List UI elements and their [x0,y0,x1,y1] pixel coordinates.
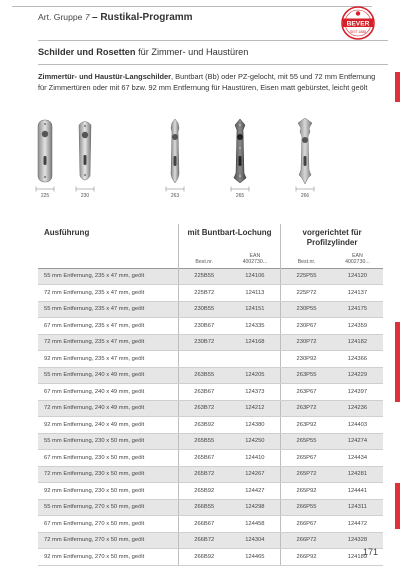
cell-ausfuehrung: 67 mm Entfernung, 230 x 50 mm, geölt [38,450,178,467]
table-body [38,268,383,565]
description-bold: Zimmertür- und Haustür-Langschilder [38,72,172,81]
cell-best-nr-buntbart: 265B67 [178,450,229,467]
cell-ean-buntbart: 124205 [230,367,281,384]
table-row [38,268,383,285]
logo-text: BEVER [346,20,370,28]
cell-ean-buntbart: 124151 [230,301,281,318]
product-description [38,71,383,94]
cell-ean-profilzylinder: 124328 [332,532,383,549]
column-group-buntbart: mit Buntbart-Lochung [178,224,280,250]
cell-ean-buntbart: 124465 [230,549,281,566]
cell-ean-profilzylinder: 124311 [332,499,383,516]
cell-best-nr-profilzylinder: 266P67 [281,516,332,533]
figure-230 [70,118,100,199]
cell-ean-buntbart: 124380 [230,417,281,434]
cell-best-nr-profilzylinder: 265P67 [281,450,332,467]
divider [38,40,388,41]
logo-subtext: SEIT 1888 [350,30,366,34]
cell-best-nr-buntbart: 263B67 [178,384,229,401]
table-row [38,499,383,516]
cell-ean-buntbart [230,351,281,368]
ean-prefix: 4002730... [345,258,370,265]
table-row [38,351,383,368]
cell-best-nr-profilzylinder: 263P55 [281,367,332,384]
cell-ean-profilzylinder: 124434 [332,450,383,467]
table-row [38,334,383,351]
cell-best-nr-buntbart: 263B72 [178,400,229,417]
cell-ean-buntbart: 124458 [230,516,281,533]
door-plate-image [74,118,96,184]
cell-ean-profilzylinder: 124137 [332,285,383,302]
cell-ean-buntbart: 124106 [230,268,281,285]
cell-ausfuehrung: 72 mm Entfernung, 230 x 50 mm, geölt [38,466,178,483]
cell-best-nr-buntbart: 265B92 [178,483,229,500]
cell-ausfuehrung: 72 mm Entfernung, 270 x 50 mm, geölt [38,532,178,549]
cell-ean-profilzylinder: 124189 [332,549,383,566]
cell-best-nr-profilzylinder: 230P72 [281,334,332,351]
cell-ean-profilzylinder: 124120 [332,268,383,285]
top-rule [12,6,372,7]
section-title-bold: Schilder und Rosetten [38,47,136,57]
cell-best-nr-buntbart: 266B72 [178,532,229,549]
page-number: 171 [363,547,379,557]
cell-best-nr-buntbart: 266B92 [178,549,229,566]
cell-ausfuehrung: 92 mm Entfernung, 240 x 49 mm, geölt [38,417,178,434]
cell-best-nr-buntbart: 266B67 [178,516,229,533]
figure-caption: 225 [40,193,50,199]
header-prefix: Art. Gruppe [38,12,83,22]
edge-marker [395,483,400,529]
description-text: , Buntbart (Bb) oder PZ-gelocht, mit 55 und 72 mm Entfernung für Zimmertüren oder mit 67 bzw. 92 mm Entfernung für Haustüren, Eisen matt gebürstet, leicht geölt [38,72,376,93]
section-title [38,47,248,57]
table-row [38,400,383,417]
table-row [38,532,383,549]
cell-ean-buntbart: 124168 [230,334,281,351]
edge-marker [395,322,400,402]
cell-ean-buntbart: 124373 [230,384,281,401]
subheader-ean [332,250,383,268]
cell-ean-buntbart: 124212 [230,400,281,417]
table-row [38,466,383,483]
cell-ausfuehrung: 67 mm Entfernung, 270 x 50 mm, geölt [38,516,178,533]
cell-best-nr-profilzylinder: 263P72 [281,400,332,417]
cell-ean-profilzylinder: 124472 [332,516,383,533]
cell-best-nr-profilzylinder: 266P72 [281,532,332,549]
table-header [38,224,383,250]
cell-best-nr-profilzylinder: 225P72 [281,285,332,302]
cell-ean-profilzylinder: 124359 [332,318,383,335]
edge-marker [395,72,400,102]
table-row [38,450,383,467]
cell-ausfuehrung: 55 mm Entfernung, 230 x 50 mm, geölt [38,433,178,450]
cell-ausfuehrung: 72 mm Entfernung, 240 x 49 mm, geölt [38,400,178,417]
cell-best-nr-buntbart: 263B55 [178,367,229,384]
subheader-best-nr: Best.nr. [178,250,229,268]
cell-best-nr-buntbart: 230B72 [178,334,229,351]
table-row [38,483,383,500]
column-group-profilzylinder: vorgerichtet für Profilzylinder [281,224,383,250]
cell-ean-buntbart: 124335 [230,318,281,335]
table-row [38,433,383,450]
cell-best-nr-profilzylinder: 230P67 [281,318,332,335]
cell-best-nr-profilzylinder: 225P55 [281,268,332,285]
cell-ausfuehrung: 55 mm Entfernung, 235 x 47 mm, geölt [38,268,178,285]
table-subheader [38,250,383,268]
figure-265 [225,118,255,199]
table-row [38,417,383,434]
cell-best-nr-profilzylinder: 263P67 [281,384,332,401]
column-header-ausfuehrung: Ausführung [44,228,90,237]
table-row [38,367,383,384]
cell-best-nr-profilzylinder: 265P92 [281,483,332,500]
cell-best-nr-buntbart: 230B55 [178,301,229,318]
cell-ean-buntbart: 124298 [230,499,281,516]
cell-ean-profilzylinder: 124281 [332,466,383,483]
cell-ean-buntbart: 124410 [230,450,281,467]
cell-ausfuehrung: 72 mm Entfernung, 235 x 47 mm, geölt [38,334,178,351]
cell-ausfuehrung: 92 mm Entfernung, 230 x 50 mm, geölt [38,483,178,500]
cell-ean-profilzylinder: 124175 [332,301,383,318]
cell-best-nr-buntbart [178,351,229,368]
ean-label: EAN [249,252,261,259]
cell-ausfuehrung: 67 mm Entfernung, 235 x 47 mm, geölt [38,318,178,335]
cell-ean-buntbart: 124250 [230,433,281,450]
product-table [38,224,383,566]
cell-ean-profilzylinder: 124441 [332,483,383,500]
ean-label: EAN [352,252,363,259]
page-header [38,12,193,23]
door-plate-image [164,118,186,184]
cell-ean-buntbart: 124267 [230,466,281,483]
table-row [38,318,383,335]
cell-best-nr-buntbart: 266B55 [178,499,229,516]
figure-225 [30,118,60,199]
door-plate-image [229,118,251,184]
product-figures [0,118,400,208]
table-row [38,301,383,318]
cell-ausfuehrung: 55 mm Entfernung, 235 x 47 mm, geölt [38,301,178,318]
figure-caption: 263 [170,193,180,199]
cell-best-nr-profilzylinder: 266P55 [281,499,332,516]
cell-ean-buntbart: 124427 [230,483,281,500]
figure-263 [160,118,190,199]
table-row [38,516,383,533]
cell-ean-profilzylinder: 124182 [332,334,383,351]
cell-ean-profilzylinder: 124366 [332,351,383,368]
cell-ausfuehrung: 92 mm Entfernung, 270 x 50 mm, geölt [38,549,178,566]
cell-best-nr-buntbart: 225B55 [178,268,229,285]
cell-best-nr-profilzylinder: 266P92 [281,549,332,566]
cell-ean-buntbart: 124113 [230,285,281,302]
figure-caption: 230 [80,193,90,199]
cell-best-nr-buntbart: 230B67 [178,318,229,335]
cell-best-nr-profilzylinder: 230P92 [281,351,332,368]
door-plate-image [34,118,56,184]
table-row [38,384,383,401]
cell-ean-buntbart: 124304 [230,532,281,549]
door-plate-image [294,118,316,184]
ean-prefix: 4002730... [242,258,268,265]
cell-best-nr-profilzylinder: 265P55 [281,433,332,450]
subheader-ean [230,250,281,268]
cell-best-nr-profilzylinder: 230P55 [281,301,332,318]
header-title: – Rustikal-Programm [91,12,193,23]
divider [38,64,388,65]
cell-best-nr-profilzylinder: 265P72 [281,466,332,483]
figure-caption: 265 [235,193,245,199]
cell-ausfuehrung: 67 mm Entfernung, 240 x 49 mm, geölt [38,384,178,401]
cell-best-nr-profilzylinder: 263P92 [281,417,332,434]
subheader-best-nr: Best.nr. [281,250,332,268]
figure-266 [290,118,320,199]
figure-caption: 266 [300,193,310,199]
table-row [38,549,383,566]
table-row [38,285,383,302]
cell-ausfuehrung: 55 mm Entfernung, 240 x 49 mm, geölt [38,367,178,384]
cell-ausfuehrung: 55 mm Entfernung, 270 x 50 mm, geölt [38,499,178,516]
cell-ean-profilzylinder: 124236 [332,400,383,417]
cell-ean-profilzylinder: 124403 [332,417,383,434]
cell-ean-profilzylinder: 124397 [332,384,383,401]
header-marker: 7 [84,12,90,22]
cell-ausfuehrung: 92 mm Entfernung, 235 x 47 mm, geölt [38,351,178,368]
cell-best-nr-buntbart: 225B72 [178,285,229,302]
cell-ean-profilzylinder: 124274 [332,433,383,450]
cell-ausfuehrung: 72 mm Entfernung, 235 x 47 mm, geölt [38,285,178,302]
cell-best-nr-buntbart: 265B55 [178,433,229,450]
cell-ean-profilzylinder: 124229 [332,367,383,384]
bever-logo [341,6,375,40]
section-title-rest: für Zimmer- und Haustüren [135,47,249,57]
cell-best-nr-buntbart: 265B72 [178,466,229,483]
cell-best-nr-buntbart: 263B92 [178,417,229,434]
